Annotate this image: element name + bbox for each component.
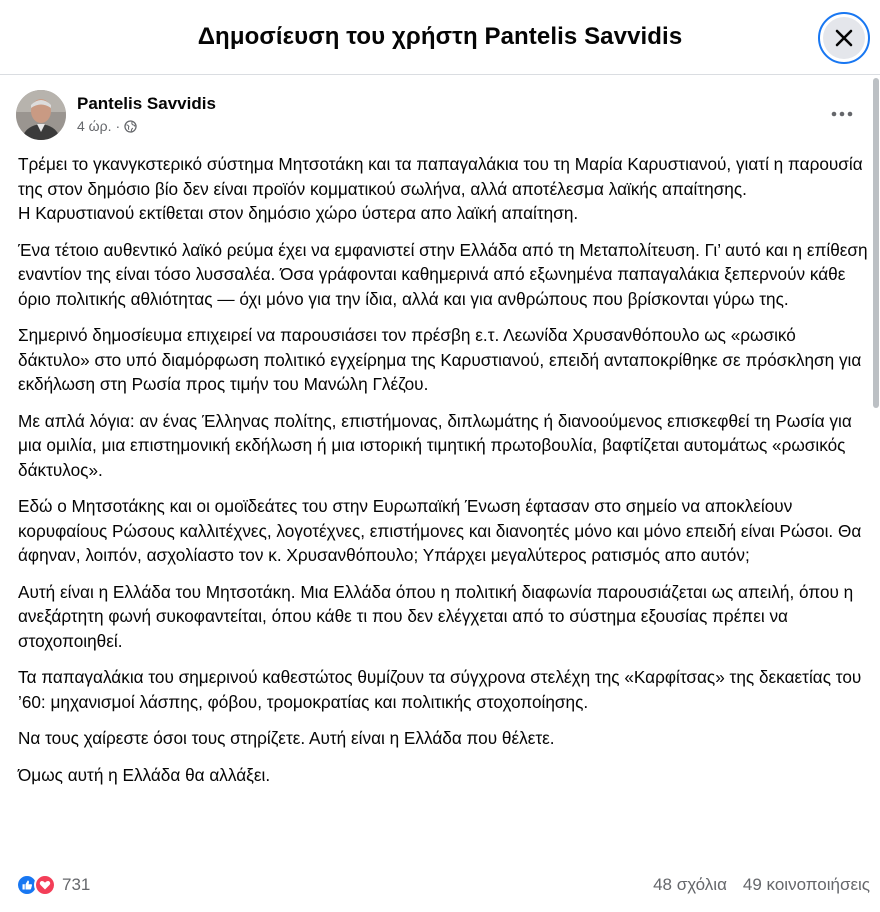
post-paragraph: Τρέμει το γκανγκστερικό σύστημα Μητσοτάκη και τα παπαγαλάκια του τη Μαρία Καρυστιανού, γιατί η παρουσία της στον δημόσιο βίο δεν είναι προϊόν κομματικού σωλήνα, αλλά αποτέλεσμα λαϊκής απαίτησης. Η Καρυστιανού εκτίθεται στον δημόσιο χώρο ύστερα απο λαϊκή απαίτηση. [18,154,863,223]
dialog-title: Δημοσίευση του χρήστη Pantelis Savvidis [197,23,683,50]
scrollbar-thumb[interactable] [873,78,879,408]
love-reaction-icon [34,874,56,896]
dialog-header [0,0,880,75]
globe-icon [124,120,137,133]
post-stats [653,875,870,895]
shares-count[interactable]: 49 κοινοποιήσεις [742,875,870,894]
post-header [16,90,872,144]
post-paragraph: Τα παπαγαλάκια του σημερινού καθεστώτος θυμίζουν τα σύγχρονα στελέχη της «Καρφίτσας» της δεκαετίας του ’60: μηχανισμοί λάσπης, φόβου, τρομοκρατίας και πολιτικής στοχοποίησης. [18,667,862,712]
post-footer [16,874,870,896]
reactions-summary[interactable] [16,874,90,896]
post-paragraph: Εδώ ο Μητσοτάκης και οι ομοϊδεάτες του στην Ευρωπαϊκή Ένωση έφτασαν στο σημείο να αποκλείουν κορυφαίους Ρώσους καλλιτέχνες, λογοτέχνες, επιστήμονες και διανοητές μόνο και μόνο επειδή είναι Ρώσοι. Θα άφηναν, λοιπόν, ασχολίαστο τον κ. Χρυσανθόπουλο; Υπάρχει μεγαλύτερος ρατισμός απο αυτόν; [18,496,862,565]
avatar[interactable] [16,90,66,140]
more-icon [831,111,853,117]
post-paragraph: Ένα τέτοιο αυθεντικό λαϊκό ρεύμα έχει να εμφανιστεί στην Ελλάδα από τη Μεταπολίτευση. Γι’ αυτό και η επίθεση εναντίον της είναι τόσο λυσσαλέα. Όσα γράφονται καθημερινά από εξωνημένα παπαγαλάκια ξεπερνούν κάθε όριο πολιτικής αθλιότητας — όχι μόνο για την ίδια, αλλά και για ανθρώπους που βρίσκονται γύρω της. [18,239,868,309]
post-text [18,152,870,799]
post-paragraph: Όμως αυτή η Ελλάδα θα αλλάξει. [18,764,271,785]
comments-count[interactable]: 48 σχόλια [653,875,727,894]
reaction-icons [16,874,56,896]
post-author[interactable]: Pantelis Savvidis [77,94,216,113]
post-paragraph: Με απλά λόγια: αν ένας Έλληνας πολίτης, επιστήμονας, διπλωμάτης ή διανοούμενος επισκεφθεί τη Ρωσία για μια ομιλία, μια επιστημονική εκδήλωση ή μια ιστορική τιμητική πρωτοβουλία, βαφτίζεται αυτομάτως «ρωσικός δάκτυλος». [18,410,852,480]
post-paragraph: Να τους χαίρεστε όσοι τους στηρίζετε. Αυτή είναι η Ελλάδα που θέλετε. [18,728,555,748]
meta-separator: · [115,118,121,134]
avatar-icon [16,90,66,140]
close-button[interactable] [818,12,870,64]
post-paragraph: Σημερινό δημοσίευμα επιχειρεί να παρουσιάσει τον πρέσβη ε.τ. Λεωνίδα Χρυσανθόπουλο ως «ρωσικό δάκτυλο» στο υπό διαμόρφωση πολιτικό εγχείρημα της Καρυστιανού, επειδή ανταποκρίθηκε σε πρόσκληση για εκδήλωση στη Ρωσία προς τιμήν του Μανώλη Γλέζου. [18,325,862,394]
more-options-button[interactable] [824,96,860,132]
post-time[interactable]: 4 ώρ. [77,118,112,134]
reactions-count: 731 [62,875,91,894]
close-icon [833,27,855,49]
post-meta [77,118,137,134]
post-paragraph: Αυτή είναι η Ελλάδα του Μητσοτάκη. Μια Ελλάδα όπου η πολιτική διαφωνία παρουσιάζεται ως απειλή, όπου η ανεξάρτητη φωνή συκοφαντείται, όπου κάθε τι που δεν ελέγχεται από το σύστημα εξουσίας πρέπει να στοχοποιηθεί. [18,581,854,651]
